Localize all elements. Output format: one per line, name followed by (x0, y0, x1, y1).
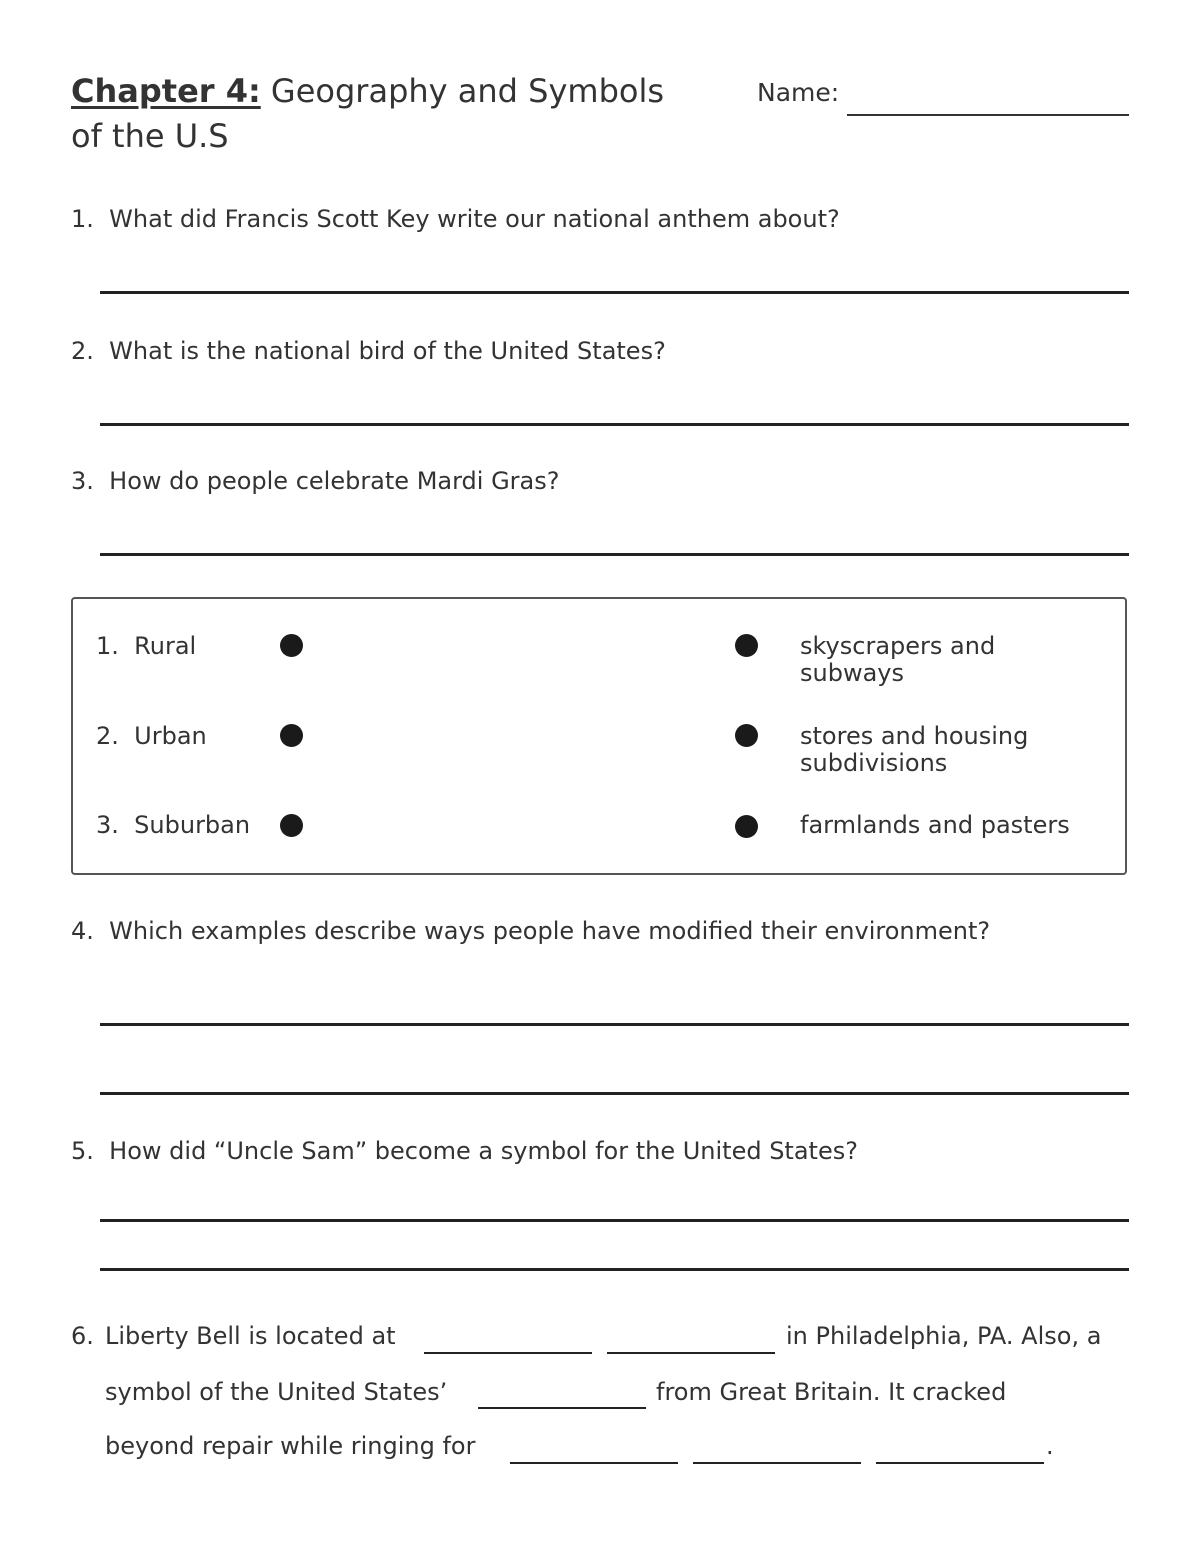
answer-line[interactable] (100, 1219, 1129, 1222)
definition-line: farmlands and pasters (800, 811, 1070, 839)
question-6-number: 6. (71, 1322, 94, 1350)
definition-line: stores and housing (800, 722, 1029, 750)
fill-in-blank[interactable] (607, 1352, 775, 1354)
term-match-dot[interactable] (280, 724, 303, 747)
question-text: What is the national bird of the United States? (109, 337, 666, 365)
answer-line[interactable] (100, 1023, 1129, 1026)
matching-definition (800, 633, 995, 687)
fill-in-text: beyond repair while ringing for (105, 1432, 476, 1460)
fill-in-blank[interactable] (478, 1407, 646, 1409)
definition-line: subways (800, 659, 904, 687)
matching-definition (800, 812, 1070, 839)
definition-line: skyscrapers and (800, 632, 996, 660)
question-text: What did Francis Scott Key write our national anthem about? (109, 205, 840, 233)
fill-in-text: in Philadelphia, PA. Also, a (786, 1322, 1102, 1350)
question-text: How do people celebrate Mardi Gras? (109, 467, 560, 495)
worksheet-title (71, 72, 664, 110)
answer-line[interactable] (100, 423, 1129, 426)
term-match-dot[interactable] (280, 814, 303, 837)
term-label: Rural (134, 632, 197, 660)
matching-term-suburban (96, 811, 250, 839)
question-text: How did “Uncle Sam” become a symbol for the United States? (109, 1137, 858, 1165)
answer-line[interactable] (100, 1268, 1129, 1271)
answer-line[interactable] (100, 553, 1129, 556)
question-number: 1. (71, 205, 94, 233)
answer-line[interactable] (100, 291, 1129, 294)
name-blank[interactable] (847, 114, 1129, 116)
question-3 (71, 467, 560, 495)
definition-line: subdivisions (800, 749, 948, 777)
definition-match-dot[interactable] (735, 815, 758, 838)
name-label: Name: (757, 78, 840, 107)
question-text: Which examples describe ways people have modified their environment? (109, 917, 991, 945)
question-2 (71, 337, 666, 365)
title-line-2: of the U.S (71, 117, 229, 155)
term-label: Urban (134, 722, 207, 750)
definition-match-dot[interactable] (735, 634, 758, 657)
term-number: 1. (96, 632, 119, 660)
question-5 (71, 1137, 858, 1165)
question-number: 3. (71, 467, 94, 495)
fill-in-blank[interactable] (424, 1352, 592, 1354)
chapter-label: Chapter 4: (71, 72, 261, 110)
question-number: 4. (71, 917, 94, 945)
matching-term-rural (96, 632, 196, 660)
matching-definition (800, 723, 1028, 777)
definition-match-dot[interactable] (735, 724, 758, 747)
matching-term-urban (96, 722, 207, 750)
term-number: 2. (96, 722, 119, 750)
fill-in-period: . (1046, 1432, 1054, 1460)
fill-in-blank[interactable] (876, 1462, 1044, 1464)
question-number: 2. (71, 337, 94, 365)
fill-in-text: Liberty Bell is located at (105, 1322, 396, 1350)
fill-in-blank[interactable] (693, 1462, 861, 1464)
term-label: Suburban (134, 811, 251, 839)
answer-line[interactable] (100, 1092, 1129, 1095)
question-4 (71, 917, 990, 945)
term-number: 3. (96, 811, 119, 839)
question-1 (71, 205, 840, 233)
fill-in-blank[interactable] (510, 1462, 678, 1464)
question-number: 5. (71, 1137, 94, 1165)
fill-in-text: from Great Britain. It cracked (656, 1378, 1007, 1406)
title-text: Geography and Symbols (260, 72, 665, 110)
fill-in-text: symbol of the United States’ (105, 1378, 448, 1406)
term-match-dot[interactable] (280, 634, 303, 657)
